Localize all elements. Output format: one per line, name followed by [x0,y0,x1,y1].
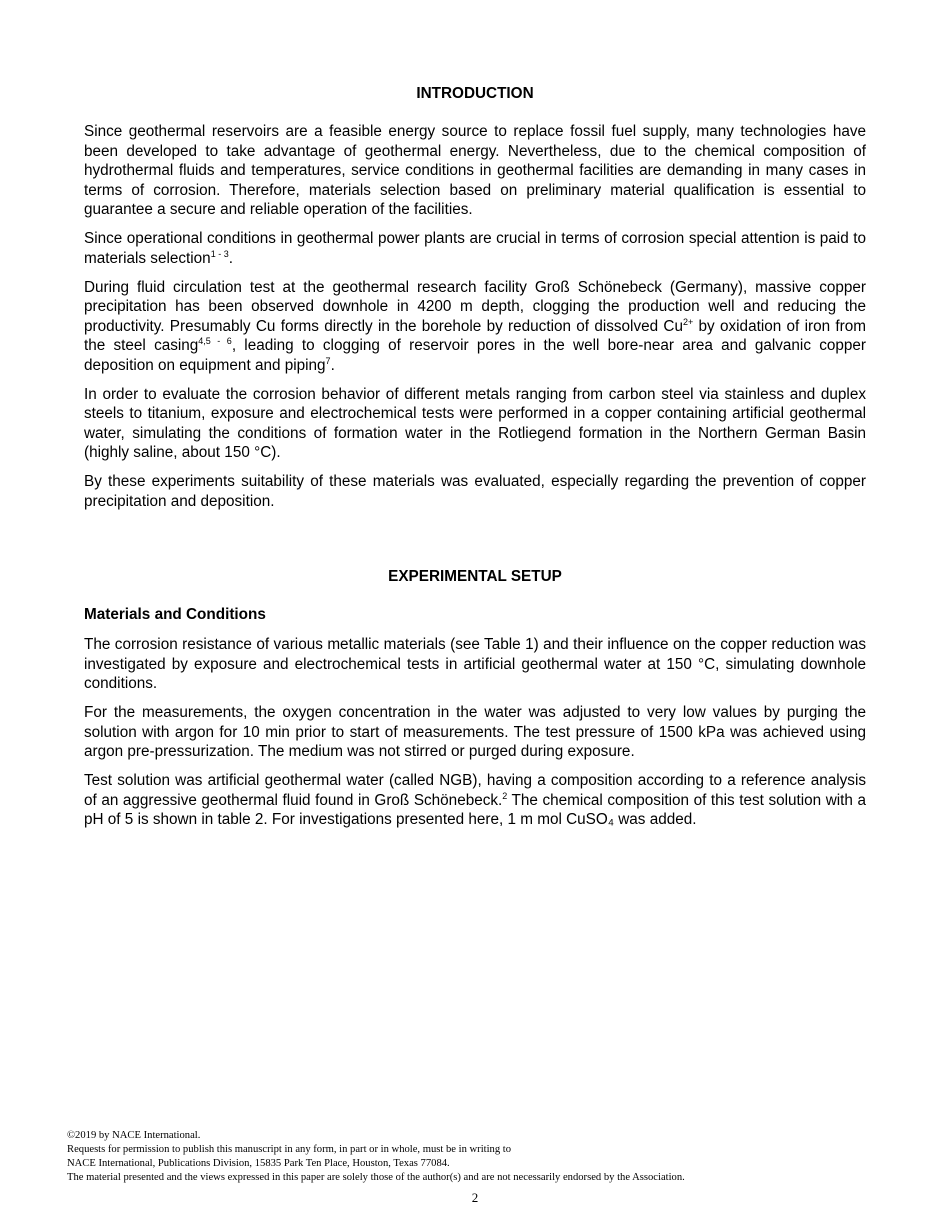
footer-line: The material presented and the views expressed in this paper are solely those of the author(s) and are not necessarily endorsed by the Association. [67,1172,685,1183]
materials-conditions-subheading: Materials and Conditions [84,606,266,623]
citation-ref: 7 [325,355,331,366]
experimental-setup-heading: EXPERIMENTAL SETUP [388,568,562,585]
intro-paragraph-4: In order to evaluate the corrosion behavior of different metals ranging from carbon steel via stainless and duplex steels to titanium, exposure and electrochemical tests were performed in a copper containing artificial geothermal water, simulating the conditions of formation water in the Rotliegend formation in the Northern German Basin (highly saline, about 150 °C). [84,385,866,461]
footer-line: ©2019 by NACE International. [67,1130,201,1141]
footer-line: NACE International, Publications Division, 15835 Park Ten Place, Houston, Texas 77084. [67,1158,450,1169]
introduction-heading: INTRODUCTION [416,85,534,102]
setup-paragraph-2: For the measurements, the oxygen concentration in the water was adjusted to very low values by purging the solution with argon for 10 min prior to start of measurements. The test pressure of 1500 kPa was achieved using argon pre-pressurization. The medium was not stirred or purged during exposure. [84,704,866,760]
footer-line: Requests for permission to publish this manuscript in any form, in part or in whole, must be in writing to [67,1144,512,1155]
citation-ref: 1 - 3 [210,248,229,259]
superscript-charge: 2+ [682,316,694,327]
setup-paragraph-1: The corrosion resistance of various metallic materials (see Table 1) and their influence on the copper reduction was investigated by exposure and electrochemical tests in artificial geothermal water at 150 °C, simulating downhole conditions. [84,636,866,692]
text-span: by oxidation of iron from the steel casing [84,317,866,354]
setup-paragraph-3 [84,771,866,830]
intro-paragraph-3 [84,278,866,376]
page-number: 2 [471,1190,479,1205]
intro-paragraph-5: By these experiments suitability of these materials was evaluated, especially regarding the prevention of copper precipitation and deposition. [84,473,866,510]
copyright-footer [67,1129,887,1185]
text-span: During fluid circulation test at the geothermal research facility Groß Schönebeck (Germany), massive copper precipitation has been observed downhole in 4200 m depth, clogging the production well and reducing the productivity. Presumably Cu forms directly in the borehole by reduction of dissolved Cu [84,278,866,335]
text-span: The chemical composition of this test solution with a pH of 5 is shown in table 2. For investigations presented here, 1 m mol CuSO₄ was added. [84,791,867,828]
text-span: . [228,249,233,267]
citation-ref: 2 [502,790,508,801]
text-span: , leading to clogging of reservoir pores in the well bore-near area and galvanic copper deposition on equipment and piping [84,337,867,374]
citation-ref: 4,5 - 6 [198,336,232,346]
intro-paragraph-2 [84,229,866,268]
text-span: Since operational conditions in geothermal power plants are crucial in terms of corrosion special attention is paid to materials selection [84,230,866,267]
intro-paragraph-1: Since geothermal reservoirs are a feasible energy source to replace fossil fuel supply, many technologies have been developed to take advantage of geothermal energy. Nevertheless, due to the chemical composition of hydrothermal fluids and temperatures, service conditions in geothermal facilities are demanding in many cases in terms of corrosion. Therefore, materials selection based on preliminary material qualification is essential to guarantee a secure and reliable operation of the facilities. [84,123,866,218]
text-span: . [330,356,335,374]
text-span: Test solution was artificial geothermal water (called NGB), having a composition according to a reference analysis of an aggressive geothermal fluid found in Groß Schönebeck. [84,772,866,809]
page-content [84,84,866,839]
